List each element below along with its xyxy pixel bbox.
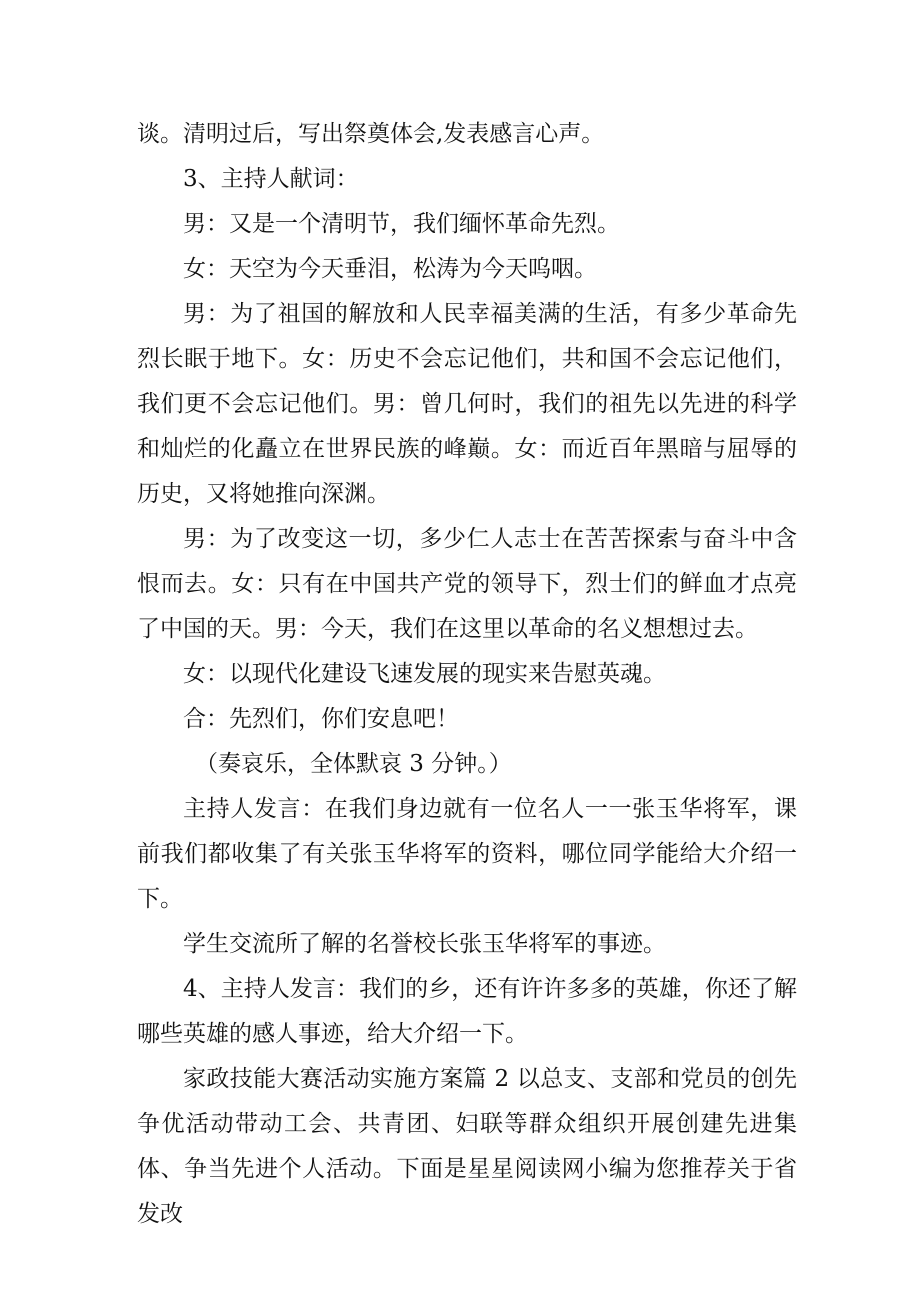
paragraph-6: 男：为了改变这一切，多少仁人志士在苦苦探索与奋斗中含恨而去。女：只有在中国共产党的领导下，烈士们的鲜血才点亮了中国的天。男：今天，我们在这里以革命的名义想想过去。 [137, 526, 797, 642]
paragraph-5: 男：为了祖国的解放和人民幸福美满的生活，有多少革命先烈长眠于地下。女：历史不会忘记他们，共和国不会忘记他们，我们更不会忘记他们。男：曾几何时，我们的祖先以先进的科学和灿烂的化矗立在世界民族的峰巅。女：而近百年黑暗与屈辱的历史，又将她推向深渊。 [137, 301, 797, 507]
paragraph-11: 学生交流所了解的名誉校长张玉华将军的事迹。 [183, 931, 666, 957]
paragraph-12: 4、主持人发言：我们的乡，还有许许多多的英雄，你还了解哪些英雄的感人事迹，给大介绍一下。 [137, 976, 797, 1047]
document-body [137, 112, 797, 1237]
paragraph-2: 3、主持人献词： [183, 166, 359, 192]
paragraph-1: 谈。清明过后，写出祭奠体会,发表感言心声。 [137, 121, 605, 147]
paragraph-9: （奏哀乐，全体默哀 3 分钟。） [195, 751, 512, 777]
paragraph-10: 主持人发言：在我们身边就有一位名人一一张玉华将军，课前我们都收集了有关张玉华将军的资料，哪位同学能给大介绍一下。 [137, 796, 797, 912]
paragraph-3: 男：又是一个清明节，我们缅怀革命先烈。 [183, 211, 620, 237]
paragraph-13: 家政技能大赛活动实施方案篇 2 以总支、支部和党员的创先争优活动带动工会、共青团、妇联等群众组织开展创建先进集体、争当先进个人活动。下面是星星阅读网小编为您推荐关于省发改 [137, 1066, 797, 1227]
paragraph-7: 女：以现代化建设飞速发展的现实来告慰英魂。 [183, 661, 666, 687]
paragraph-8: 合：先烈们，你们安息吧！ [183, 706, 459, 732]
paragraph-4: 女：天空为今天垂泪，松涛为今天呜咽。 [183, 256, 597, 282]
